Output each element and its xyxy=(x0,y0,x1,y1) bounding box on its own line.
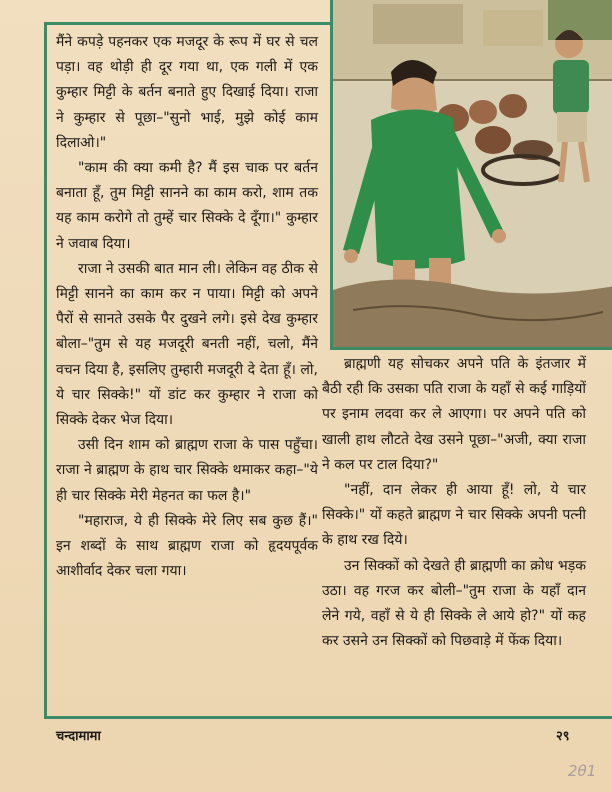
paragraph-6: ब्राह्मणी यह सोचकर अपने पति के इंतजार में बैठी रही कि उसका पति राजा के यहाँ से कई गाड़ियों पर इनाम लदवा कर ले आएगा। पर अपने पति को खाली हाथ लौटते देख उसने पूछा–"अजी, क्या राजा ने कल पर टाल दिया?" xyxy=(322,356,586,473)
right-text-column xyxy=(322,352,586,654)
illustration-king-kneading-clay-icon xyxy=(333,0,612,350)
paragraph-1: मैंने कपड़े पहनकर एक मजदूर के रूप में घर से चल पड़ा। वह थोड़ी ही दूर गया था, एक गली में एक कुम्हार मिट्टी के बर्तन बनाते हुए दिखाई दिया। राजा ने कुम्हार से पूछा–"सुनो भाई, मुझे कोई काम दिलाओ।" xyxy=(56,34,318,151)
footer-divider xyxy=(44,716,612,719)
handwritten-page-note: 2θ1 xyxy=(568,762,597,780)
left-text-column xyxy=(56,30,318,584)
magazine-title: चन्दामामा xyxy=(56,729,101,744)
paragraph-4: उसी दिन शाम को ब्राह्मण राजा के पास पहुँचा। राजा ने ब्राह्मण के हाथ चार सिक्के थमाकर कहा–"ये ही चार सिक्के मेरी मेहनत का फल है।" xyxy=(56,437,318,504)
paragraph-8: उन सिक्कों को देखते ही ब्राह्मणी का क्रोध भड़क उठा। वह गरज कर बोली–"तुम राजा के यहाँ दान लेने गये, वहाँ से ये ही सिक्के ले आये हो?" यों कह कर उसने उन सिक्कों को पिछवाड़े में फेंक दिया। xyxy=(322,557,586,650)
story-illustration xyxy=(330,0,612,350)
paragraph-3: राजा ने उसकी बात मान ली। लेकिन वह ठीक से मिट्टी सानने का काम कर न पाया। मिट्टी को अपने पैरों से सानते उसके पैर दुखने लगे। इसे देख कुम्हार बोला–"तुम से यह मजदूरी बनती नहीं, चलो, मैंने वचन दिया है, इसलिए तुम्हारी मजदूरी दे देता हूँ। लो, ये चार सिक्के!" यों डांट कर कुम्हार ने राजा को सिक्के देकर भेज दिया। xyxy=(56,260,318,429)
paragraph-5: "महाराज, ये ही सिक्के मेरे लिए सब कुछ हैं।" इन शब्दों के साथ ब्राह्मण राजा को हृदयपूर्वक आशीर्वाद देकर चला गया। xyxy=(56,512,318,580)
paragraph-2: "काम की क्या कमी है? मैं इस चाक पर बर्तन बनाता हूँ, तुम मिट्टी सानने का काम करो, शाम तक यह काम करोगे तो तुम्हें चार सिक्के दे दूँगा।" कुम्हार ने जवाब दिया। xyxy=(56,160,318,252)
page-number: २९ xyxy=(556,729,570,744)
paragraph-7: "नहीं, दान लेकर ही आया हूँ! लो, ये चार सिक्के।" यों कहते ब्राह्मण ने चार सिक्के अपनी पत्नी के हाथ रख दिये। xyxy=(322,482,586,549)
